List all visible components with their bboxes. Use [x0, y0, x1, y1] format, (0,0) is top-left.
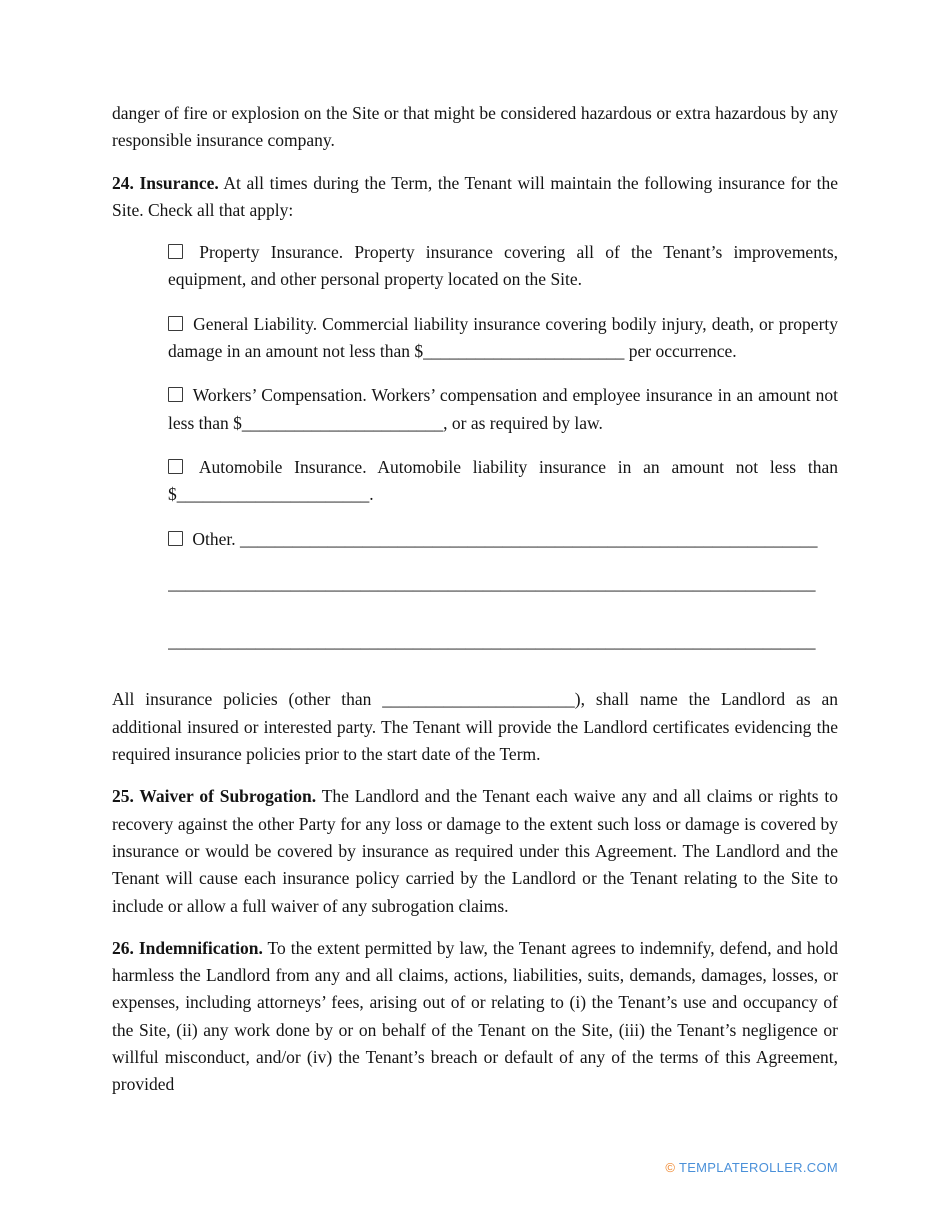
workers-compensation-amount-blank[interactable]: _______________________: [241, 412, 444, 433]
item-name: Workers’ Compensation.: [192, 385, 367, 406]
copyright-icon: ©: [665, 1159, 676, 1175]
section-25-text: The Landlord and the Tenant each waive any and all claims or rights to recovery against the other Party for any loss or damage to the extent such loss or damage is covered by insurance or would be covered by insurance as required under this Agreement. The Landlord and the Tenant will cause each insurance policy carried by the Landlord or the Tenant relating to the Site to include or allow a full waiver of any subrogation claims.: [112, 786, 839, 916]
fill-in-line-1: [168, 570, 838, 597]
item-text: Automobile liability insurance in an amount not less than $: [168, 456, 838, 505]
section-26-indemnification: [112, 935, 838, 1099]
item-text: , or as required by law.: [443, 412, 603, 433]
checkbox-item-automobile-insurance: [168, 454, 838, 509]
item-text: Property insurance covering all of the Tenant’s improvements, equipment, and other personal property located on the Site.: [168, 242, 838, 290]
checkbox-item-other: [168, 526, 838, 553]
section-26-text: To the extent permitted by law, the Tenant agrees to indemnify, defend, and hold harmless the Landlord from any and all claims, actions, liabilities, suits, demands, damages, losses, or expenses, including attorneys’ fees, arising out of or relating to (i) the Tenant’s use and occupancy of the Site, (ii) any work done by or on behalf of the Tenant on the Site, (iii) the Tenant’s negligence or willful misconduct, and/or (iv) the Tenant’s breach or default of any of the terms of this Agreement, provided: [112, 937, 838, 1095]
footer: [665, 1158, 838, 1178]
item-text: .: [369, 484, 374, 505]
item-name: General Liability.: [193, 313, 318, 334]
other-description-blank[interactable]: __________________________________________________________________: [240, 528, 818, 549]
closing-text: ), shall name the Landlord as an additional insured or interested party. The Tenant will provide the Landlord certificates evidencing the required insurance policies prior to the start date of the Term.: [112, 689, 838, 765]
checkbox-item-general-liability: [168, 311, 838, 366]
templateroller-link[interactable]: TEMPLATEROLLER.COM: [678, 1159, 838, 1175]
item-text: per occurrence.: [624, 341, 737, 362]
item-text: Workers’ compensation and employee insurance in an amount not less than $: [168, 385, 838, 433]
section-24-intro: At all times during the Term, the Tenant will maintain the following insurance for the Site. Check all that apply:: [112, 172, 838, 220]
section-24-insurance: [112, 170, 838, 225]
section-26-heading: 26. Indemnification.: [112, 937, 263, 958]
general-liability-amount-blank[interactable]: _______________________: [423, 341, 625, 362]
section-25-heading: 25. Waiver of Subrogation.: [112, 786, 317, 807]
item-name: Other.: [192, 528, 236, 549]
policy-exception-blank[interactable]: ______________________: [382, 689, 575, 710]
item-text: Commercial liability insurance covering bodily injury, death, or property damage in an amount not less than $: [168, 313, 839, 362]
other-checkbox[interactable]: [168, 531, 183, 546]
checkbox-item-workers-compensation: [168, 382, 838, 437]
fill-in-blank[interactable]: __________________________________________________________________________: [168, 572, 816, 593]
property-insurance-checkbox[interactable]: [168, 244, 183, 259]
fill-in-blank[interactable]: __________________________________________________________________________: [168, 631, 816, 652]
general-liability-checkbox[interactable]: [168, 316, 183, 331]
checkbox-item-property-insurance: [168, 239, 838, 294]
automobile-insurance-checkbox[interactable]: [168, 459, 183, 474]
section-24-heading: 24. Insurance.: [112, 172, 219, 193]
fill-in-line-2: [168, 628, 838, 655]
closing-text: All insurance policies (other than: [112, 689, 383, 710]
section-25-waiver-of-subrogation: [112, 783, 838, 919]
section-24-closing: [112, 686, 838, 768]
paragraph-text: danger of fire or explosion on the Site or that might be considered hazardous or extra hazardous by any responsible insurance company.: [112, 103, 838, 151]
item-name: Automobile Insurance.: [198, 456, 367, 477]
paragraph-hazard-continuation: [112, 100, 838, 155]
automobile-amount-blank[interactable]: ______________________: [176, 484, 370, 505]
workers-compensation-checkbox[interactable]: [168, 387, 183, 402]
item-name: Property Insurance.: [199, 242, 344, 263]
